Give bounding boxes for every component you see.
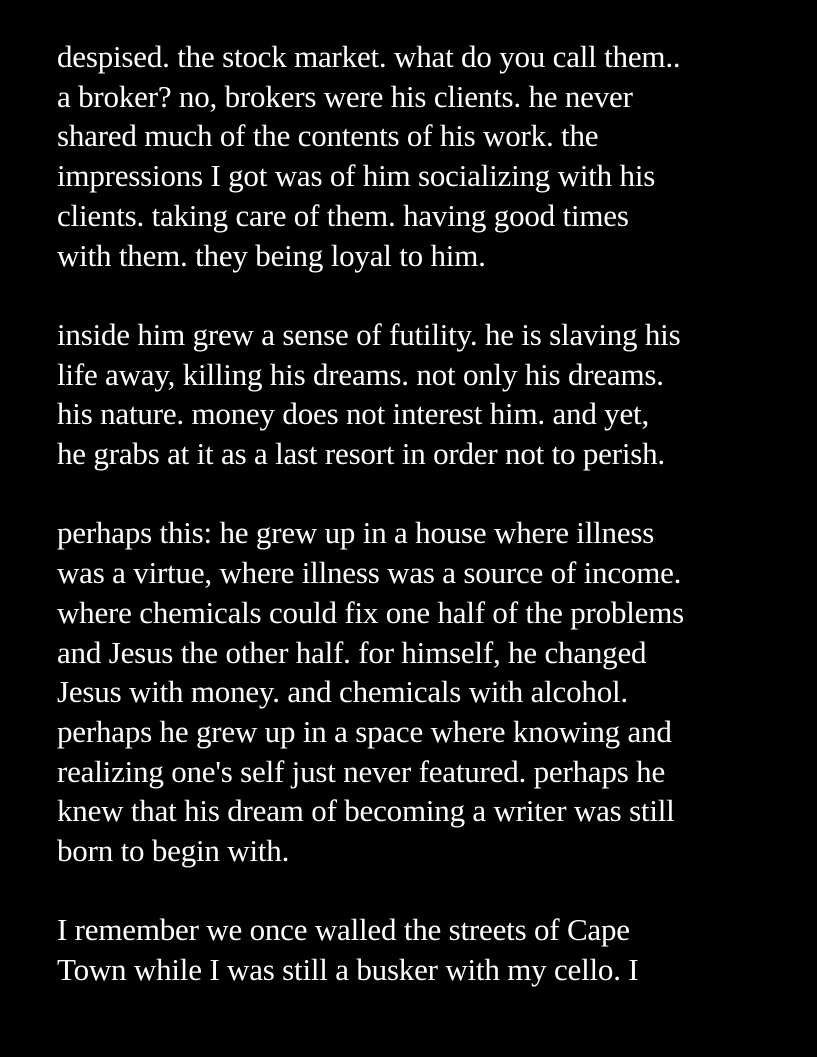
- text-line: inside him grew a sense of futility. he is slaving his: [57, 316, 681, 352]
- text-line: impressions I got was of him socializing with his: [57, 158, 656, 194]
- paragraph-2: [57, 315, 797, 474]
- text-line: knew that his dream of becoming a writer was still: [57, 793, 675, 829]
- text-line: where chemicals could fix one half of the problems: [57, 594, 684, 630]
- paragraph-1: [57, 37, 797, 275]
- text-line: clients. taking care of them. having good times: [57, 197, 629, 233]
- paragraph-4: [57, 910, 797, 989]
- text-line: despised. the stock market. what do you call them..: [57, 39, 681, 74]
- text-line: and Jesus the other half. for himself, he changed: [57, 634, 647, 670]
- text-line: realizing one's self just never featured. perhaps he: [57, 753, 666, 789]
- text-line: life away, killing his dreams. not only his dreams.: [57, 356, 664, 392]
- text-line: with them. they being loyal to him.: [57, 237, 486, 273]
- text-line: a broker? no, brokers were his clients. he never: [57, 78, 633, 114]
- text-line: perhaps this: he grew up in a house where illness: [57, 515, 655, 551]
- text-line: Town while I was still a busker with my cello. I: [57, 952, 639, 988]
- text-line: shared much of the contents of his work. the: [57, 118, 599, 154]
- text-line: perhaps he grew up in a space where knowing and: [57, 713, 672, 749]
- text-line: was a virtue, where illness was a source of income.: [57, 555, 682, 591]
- paragraph-3: [57, 513, 797, 870]
- text-line: his nature. money does not interest him. and yet,: [57, 396, 649, 432]
- text-line: Jesus with money. and chemicals with alcohol.: [57, 674, 628, 710]
- document-text: [57, 37, 797, 1030]
- text-line: I remember we once walled the streets of Cape: [57, 912, 630, 948]
- text-line: he grabs at it as a last resort in order not to perish.: [57, 436, 665, 472]
- text-line: born to begin with.: [57, 833, 290, 869]
